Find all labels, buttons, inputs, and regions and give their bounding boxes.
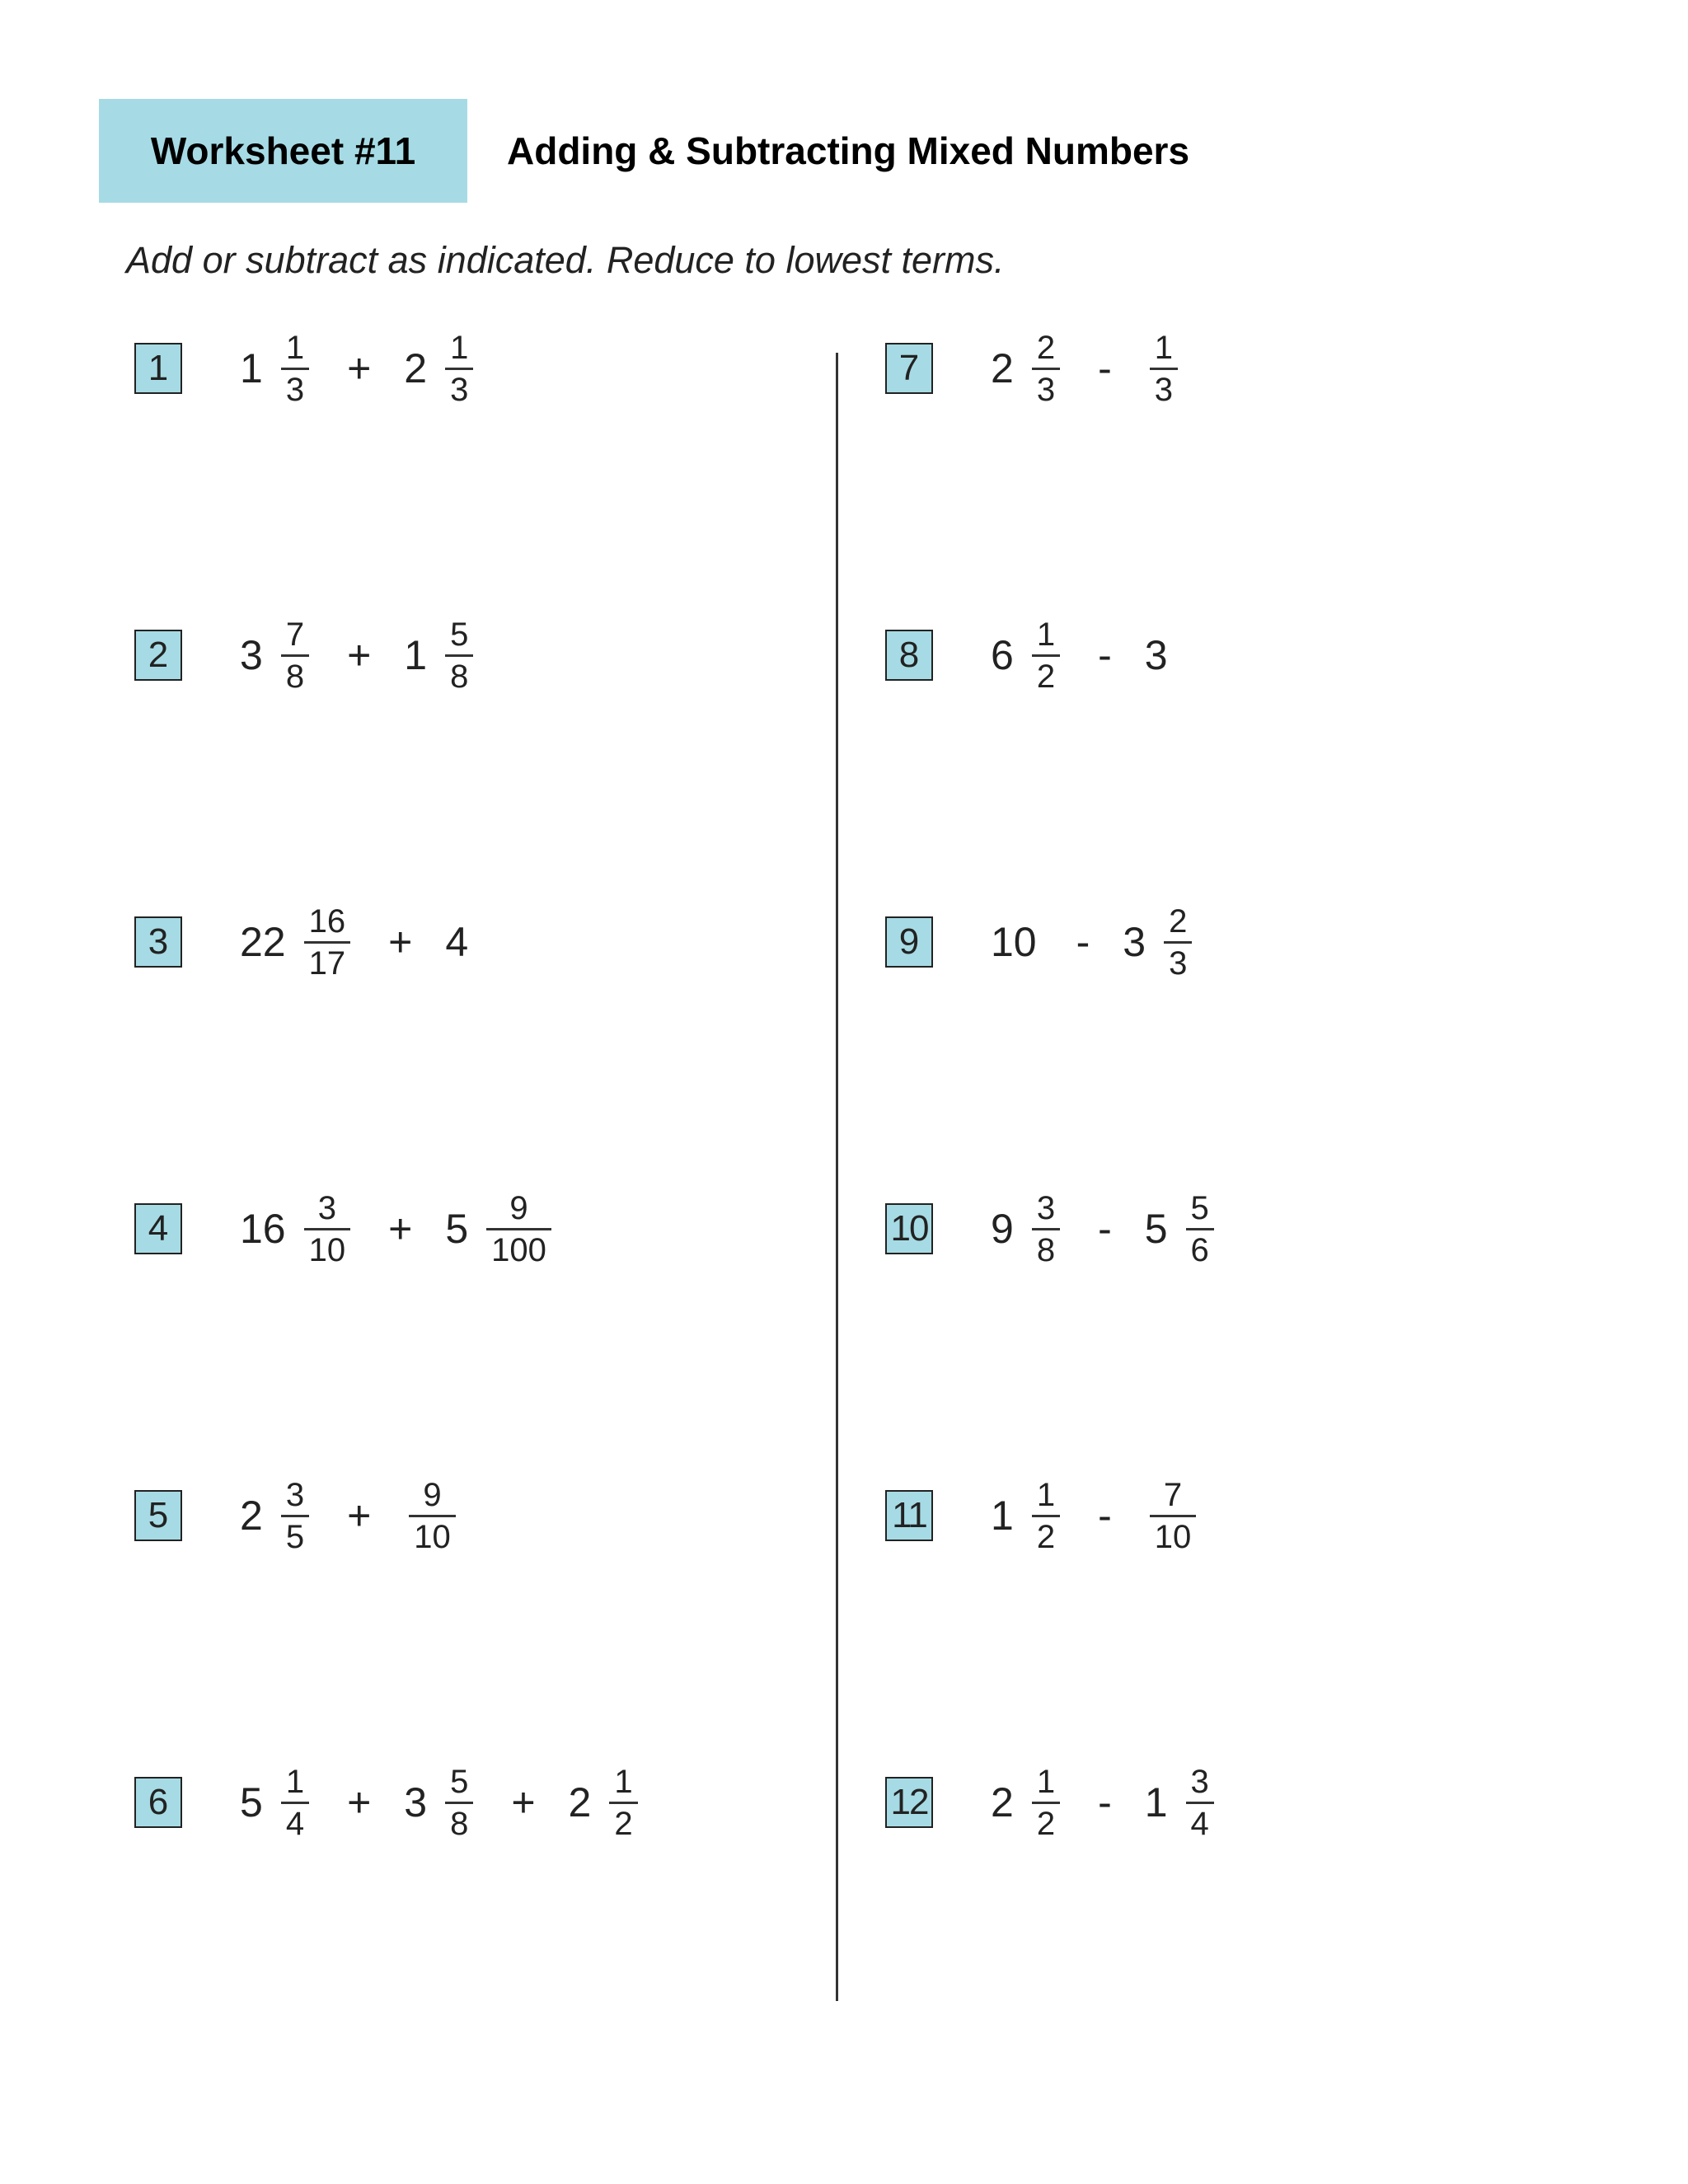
problem-5 xyxy=(134,1466,461,1565)
mixed-number xyxy=(240,902,355,982)
mixed-number xyxy=(240,331,314,406)
mixed-number xyxy=(240,1189,355,1268)
denominator: 10 xyxy=(1150,1515,1197,1554)
problem-number: 1 xyxy=(134,343,182,394)
problem-11 xyxy=(885,1466,1201,1565)
denominator: 5 xyxy=(281,1515,309,1554)
problem-expression xyxy=(240,1189,556,1268)
mixed-number xyxy=(991,618,1065,693)
mixed-number xyxy=(404,331,478,406)
numerator: 1 xyxy=(1036,1476,1056,1513)
whole-number: 5 xyxy=(1144,1206,1168,1252)
fraction xyxy=(1032,1189,1060,1268)
mixed-number xyxy=(240,1765,314,1840)
problem-expression xyxy=(991,1189,1219,1268)
problem-1 xyxy=(134,319,478,418)
numerator: 5 xyxy=(450,1763,469,1800)
whole-number: 2 xyxy=(240,1493,263,1539)
whole-number: 3 xyxy=(1144,632,1168,678)
whole-number: 1 xyxy=(240,345,263,391)
problem-7 xyxy=(885,319,1183,418)
problem-number: 2 xyxy=(134,630,182,681)
mixed-number xyxy=(991,918,1043,966)
operator: - xyxy=(1098,1493,1112,1539)
fraction xyxy=(304,1189,351,1268)
problem-10 xyxy=(885,1179,1219,1278)
operator: - xyxy=(1098,632,1112,678)
operator: + xyxy=(347,1779,372,1825)
fraction xyxy=(1032,1765,1060,1840)
numerator: 7 xyxy=(285,616,305,653)
whole-number: 6 xyxy=(991,632,1014,678)
problem-2 xyxy=(134,606,478,705)
denominator: 3 xyxy=(281,368,309,406)
denominator: 17 xyxy=(304,941,351,980)
mixed-number xyxy=(1123,902,1197,982)
fraction xyxy=(486,1189,551,1268)
numerator: 1 xyxy=(450,329,469,366)
problem-number: 11 xyxy=(885,1490,933,1541)
whole-number: 3 xyxy=(404,1779,428,1825)
fraction xyxy=(1186,1765,1214,1840)
problem-number: 5 xyxy=(134,1490,182,1541)
fraction xyxy=(609,1765,637,1840)
numerator: 1 xyxy=(1154,329,1173,366)
fraction xyxy=(281,618,309,693)
denominator: 8 xyxy=(281,654,309,693)
fraction xyxy=(445,331,473,406)
numerator: 1 xyxy=(1036,1763,1056,1800)
whole-number: 2 xyxy=(568,1779,592,1825)
mixed-number xyxy=(1144,1189,1219,1268)
denominator: 8 xyxy=(1032,1228,1060,1267)
whole-number: 3 xyxy=(240,632,263,678)
numerator: 1 xyxy=(614,1763,633,1800)
mixed-number xyxy=(991,1765,1065,1840)
numerator: 1 xyxy=(285,1763,305,1800)
instructions: Add or subtract as indicated. Reduce to lowest terms. xyxy=(126,239,1005,281)
problem-number: 7 xyxy=(885,343,933,394)
numerator: 1 xyxy=(1036,616,1056,653)
fraction xyxy=(1164,902,1192,982)
fraction xyxy=(445,1765,473,1840)
fraction xyxy=(1032,618,1060,693)
denominator: 2 xyxy=(1032,654,1060,693)
problem-expression xyxy=(991,1476,1201,1555)
mixed-number xyxy=(404,618,478,693)
denominator: 10 xyxy=(304,1228,351,1267)
problem-expression xyxy=(991,902,1197,982)
fraction xyxy=(1150,331,1178,406)
mixed-number xyxy=(404,1765,478,1840)
denominator: 2 xyxy=(609,1802,637,1840)
problem-expression xyxy=(240,331,478,406)
fraction xyxy=(1150,1476,1197,1555)
whole-number: 1 xyxy=(404,632,428,678)
problem-number: 12 xyxy=(885,1777,933,1828)
mixed-number xyxy=(240,618,314,693)
mixed-number xyxy=(1145,1765,1219,1840)
operator: + xyxy=(388,919,413,965)
problem-8 xyxy=(885,606,1175,705)
operator: + xyxy=(347,345,372,391)
mixed-number xyxy=(1145,331,1183,406)
fraction xyxy=(304,902,351,982)
problem-expression xyxy=(240,1476,461,1555)
numerator: 3 xyxy=(317,1189,336,1226)
whole-number: 2 xyxy=(991,1779,1014,1825)
whole-number: 1 xyxy=(991,1493,1014,1539)
problem-expression xyxy=(991,1765,1219,1840)
problem-expression xyxy=(991,618,1175,693)
fraction xyxy=(281,331,309,406)
problem-12 xyxy=(885,1753,1219,1852)
fraction xyxy=(1032,331,1060,406)
numerator: 9 xyxy=(423,1476,442,1513)
mixed-number xyxy=(569,1765,643,1840)
worksheet-label: Worksheet #11 xyxy=(99,99,467,203)
problem-4 xyxy=(134,1179,556,1278)
mixed-number xyxy=(240,1476,314,1555)
problem-number: 9 xyxy=(885,916,933,968)
page-title: Adding & Subtracting Mixed Numbers xyxy=(507,129,1190,172)
numerator: 7 xyxy=(1163,1476,1183,1513)
numerator: 3 xyxy=(285,1476,305,1513)
fraction xyxy=(281,1765,309,1840)
mixed-number xyxy=(1145,1476,1202,1555)
denominator: 8 xyxy=(445,1802,473,1840)
numerator: 9 xyxy=(509,1189,528,1226)
whole-number: 16 xyxy=(240,1206,286,1252)
numerator: 3 xyxy=(1036,1189,1056,1226)
whole-number: 5 xyxy=(445,1206,469,1252)
problem-expression xyxy=(240,618,478,693)
problem-number: 8 xyxy=(885,630,933,681)
numerator: 16 xyxy=(308,902,346,940)
mixed-number xyxy=(445,1189,556,1268)
problem-number: 6 xyxy=(134,1777,182,1828)
problem-expression xyxy=(240,902,475,982)
denominator: 3 xyxy=(1164,941,1192,980)
fraction xyxy=(281,1476,309,1555)
numerator: 5 xyxy=(450,616,469,653)
problem-number: 4 xyxy=(134,1203,182,1254)
problem-number: 10 xyxy=(885,1203,933,1254)
numerator: 3 xyxy=(1190,1763,1209,1800)
numerator: 5 xyxy=(1190,1189,1209,1226)
operator: - xyxy=(1098,345,1112,391)
column-divider xyxy=(836,353,838,2001)
whole-number: 4 xyxy=(445,919,469,965)
whole-number: 22 xyxy=(240,919,286,965)
whole-number: 9 xyxy=(991,1206,1014,1252)
denominator: 3 xyxy=(445,368,473,406)
operator: + xyxy=(347,1493,372,1539)
denominator: 4 xyxy=(281,1802,309,1840)
fraction xyxy=(1032,1476,1060,1555)
denominator: 4 xyxy=(1186,1802,1214,1840)
denominator: 3 xyxy=(1032,368,1060,406)
problem-number: 3 xyxy=(134,916,182,968)
mixed-number xyxy=(404,1476,461,1555)
operator: - xyxy=(1098,1206,1112,1252)
mixed-number xyxy=(991,331,1065,406)
numerator: 1 xyxy=(285,329,305,366)
problem-9 xyxy=(885,893,1197,991)
operator: + xyxy=(388,1206,413,1252)
whole-number: 2 xyxy=(404,345,428,391)
problem-3 xyxy=(134,893,475,991)
denominator: 10 xyxy=(409,1515,456,1554)
whole-number: 5 xyxy=(240,1779,263,1825)
numerator: 2 xyxy=(1169,902,1188,940)
problem-expression xyxy=(240,1765,643,1840)
denominator: 2 xyxy=(1032,1515,1060,1554)
operator: - xyxy=(1076,919,1090,965)
denominator: 100 xyxy=(486,1228,551,1267)
operator: - xyxy=(1098,1779,1112,1825)
problem-expression xyxy=(991,331,1183,406)
denominator: 3 xyxy=(1150,368,1178,406)
denominator: 6 xyxy=(1186,1228,1214,1267)
fraction xyxy=(1186,1189,1214,1268)
mixed-number xyxy=(991,1476,1065,1555)
operator: + xyxy=(347,632,372,678)
problem-6 xyxy=(134,1753,643,1852)
fraction xyxy=(445,618,473,693)
denominator: 2 xyxy=(1032,1802,1060,1840)
mixed-number xyxy=(991,1189,1065,1268)
operator: + xyxy=(511,1779,536,1825)
whole-number: 1 xyxy=(1144,1779,1168,1825)
whole-number: 10 xyxy=(991,919,1037,965)
numerator: 2 xyxy=(1036,329,1056,366)
mixed-number xyxy=(1145,631,1175,679)
whole-number: 2 xyxy=(991,345,1014,391)
fraction xyxy=(409,1476,456,1555)
whole-number: 3 xyxy=(1123,919,1146,965)
mixed-number xyxy=(445,918,475,966)
denominator: 8 xyxy=(445,654,473,693)
